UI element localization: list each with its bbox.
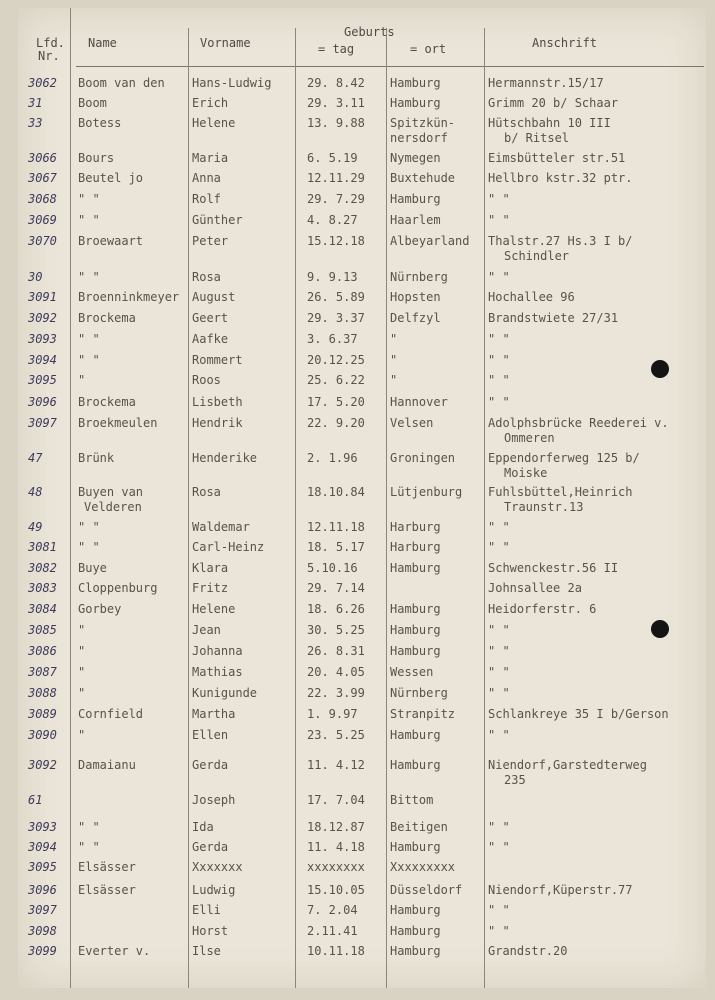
cell-geburtsort: Velsen: [390, 416, 434, 430]
header-name: Name: [88, 36, 117, 50]
cell-anschrift-line2: Moiske: [504, 466, 548, 480]
cell-anschrift: Hochallee 96: [488, 290, 575, 304]
cell-anschrift-line2: Traunstr.13: [504, 500, 584, 514]
cell-vorname: Elli: [192, 903, 221, 917]
table-row: [18, 644, 706, 664]
cell-anschrift-line2: 235: [504, 773, 526, 787]
cell-lfd: 61: [28, 793, 43, 807]
cell-vorname: Roos: [192, 373, 221, 387]
cell-anschrift: Adolphsbrücke Reederei v.: [488, 416, 669, 430]
cell-vorname: Rosa: [192, 485, 221, 499]
cell-name: Boom: [78, 96, 107, 110]
table-row: [18, 395, 706, 415]
cell-lfd: 3070: [28, 234, 57, 248]
cell-lfd: 3066: [28, 151, 57, 165]
cell-vorname: Erich: [192, 96, 229, 110]
cell-name: Botess: [78, 116, 122, 130]
cell-name: ": [78, 728, 86, 742]
cell-vorname: Rommert: [192, 353, 243, 367]
table-row: [18, 192, 706, 212]
cell-anschrift: " ": [488, 903, 510, 917]
cell-geburtsort: Harburg: [390, 520, 441, 534]
cell-lfd: 49: [28, 520, 43, 534]
table-row: [18, 793, 706, 813]
table-row: [18, 332, 706, 352]
cell-anschrift: Schwenckestr.56 II: [488, 561, 619, 575]
cell-geburtsort: Hamburg: [390, 924, 441, 938]
cell-lfd: 3095: [28, 860, 57, 874]
table-row: [18, 561, 706, 581]
cell-vorname: August: [192, 290, 236, 304]
cell-lfd: 3099: [28, 944, 57, 958]
table-row: [18, 623, 706, 643]
cell-geburtsort: Hamburg: [390, 623, 441, 637]
table-row: [18, 840, 706, 860]
cell-geburtstag: 23. 5.25: [307, 728, 365, 742]
table-row: [18, 151, 706, 171]
cell-vorname: Carl-Heinz: [192, 540, 265, 554]
cell-name: " ": [78, 270, 100, 284]
cell-vorname: Waldemar: [192, 520, 250, 534]
table-row: [18, 707, 706, 727]
cell-vorname: Aafke: [192, 332, 229, 346]
cell-geburtsort: ": [390, 373, 398, 387]
cell-name: Elsässer: [78, 883, 136, 897]
cell-geburtsort: Buxtehude: [390, 171, 456, 185]
table-row: [18, 116, 706, 145]
table-row: [18, 485, 706, 514]
cell-anschrift: " ": [488, 840, 510, 854]
cell-lfd: 3096: [28, 395, 57, 409]
cell-anschrift: Grimm 20 b/ Schaar: [488, 96, 619, 110]
cell-geburtstag: 2.11.41: [307, 924, 358, 938]
cell-anschrift: " ": [488, 213, 510, 227]
cell-geburtsort-line2: nersdorf: [390, 131, 448, 145]
cell-name: " ": [78, 840, 100, 854]
cell-vorname: Joseph: [192, 793, 236, 807]
cell-name: Elsässer: [78, 860, 136, 874]
cell-geburtsort: Nymegen: [390, 151, 441, 165]
table-row: [18, 416, 706, 445]
cell-geburtstag: 26. 8.31: [307, 644, 365, 658]
cell-geburtstag: 29. 3.37: [307, 311, 365, 325]
table-row: [18, 728, 706, 748]
cell-geburtstag: 12.11.29: [307, 171, 365, 185]
cell-anschrift: Thalstr.27 Hs.3 I b/: [488, 234, 633, 248]
cell-geburtstag: 18. 5.17: [307, 540, 365, 554]
cell-geburtstag: 18.12.87: [307, 820, 365, 834]
cell-lfd: 3085: [28, 623, 57, 637]
cell-lfd: 3090: [28, 728, 57, 742]
cell-vorname: Helene: [192, 116, 236, 130]
cell-anschrift: " ": [488, 820, 510, 834]
cell-geburtsort: Hamburg: [390, 561, 441, 575]
cell-geburtsort: ": [390, 353, 398, 367]
document-page: [18, 8, 706, 988]
cell-geburtstag: xxxxxxxx: [307, 860, 365, 874]
cell-name: Buye: [78, 561, 107, 575]
table-row: [18, 665, 706, 685]
cell-vorname: Henderike: [192, 451, 258, 465]
cell-geburtsort: Haarlem: [390, 213, 441, 227]
cell-geburtsort: Hamburg: [390, 728, 441, 742]
table-row: [18, 883, 706, 903]
header-geburts: Geburts: [344, 25, 395, 39]
table-body: [18, 8, 706, 988]
cell-name-line2: Velderen: [84, 500, 142, 514]
table-row: [18, 581, 706, 601]
cell-geburtsort: Hamburg: [390, 602, 441, 616]
cell-anschrift: " ": [488, 353, 510, 367]
cell-lfd: 3087: [28, 665, 57, 679]
table-row: [18, 353, 706, 373]
cell-name: ": [78, 373, 86, 387]
cell-anschrift: Johnsallee 2a: [488, 581, 582, 595]
cell-lfd: 3082: [28, 561, 57, 575]
cell-lfd: 3092: [28, 758, 57, 772]
table-row: [18, 373, 706, 393]
table-row: [18, 602, 706, 622]
cell-anschrift: " ": [488, 924, 510, 938]
cell-geburtsort: Albeyarland: [390, 234, 470, 248]
cell-geburtstag: 29. 8.42: [307, 76, 365, 90]
cell-lfd: 3092: [28, 311, 57, 325]
cell-lfd: 3067: [28, 171, 57, 185]
cell-vorname: Horst: [192, 924, 229, 938]
cell-geburtsort: Wessen: [390, 665, 434, 679]
cell-name: Buyen van: [78, 485, 144, 499]
cell-geburtstag: 18.10.84: [307, 485, 365, 499]
cell-geburtstag: 18. 6.26: [307, 602, 365, 616]
cell-geburtstag: 3. 6.37: [307, 332, 358, 346]
cell-lfd: 3098: [28, 924, 57, 938]
cell-name: Cornfield: [78, 707, 144, 721]
cell-lfd: 3095: [28, 373, 57, 387]
cell-anschrift: Hermannstr.15/17: [488, 76, 604, 90]
cell-name: Cloppenburg: [78, 581, 158, 595]
cell-lfd: 31: [28, 96, 43, 110]
cell-vorname: Martha: [192, 707, 236, 721]
table-row: [18, 234, 706, 263]
cell-vorname: Rolf: [192, 192, 221, 206]
cell-anschrift: Schlankreye 35 I b/Gerson: [488, 707, 669, 721]
cell-anschrift: " ": [488, 665, 510, 679]
cell-vorname: Ida: [192, 820, 214, 834]
cell-geburtsort: Hamburg: [390, 944, 441, 958]
cell-lfd: 3093: [28, 820, 57, 834]
cell-geburtsort: Harburg: [390, 540, 441, 554]
cell-name: " ": [78, 332, 100, 346]
cell-geburtsort: Hamburg: [390, 96, 441, 110]
cell-geburtstag: 26. 5.89: [307, 290, 365, 304]
cell-name: ": [78, 665, 86, 679]
cell-name: " ": [78, 540, 100, 554]
cell-vorname: Peter: [192, 234, 229, 248]
table-row: [18, 860, 706, 880]
cell-vorname: Klara: [192, 561, 229, 575]
cell-anschrift: " ": [488, 540, 510, 554]
cell-geburtstag: 9. 9.13: [307, 270, 358, 284]
cell-lfd: 3083: [28, 581, 57, 595]
cell-lfd: 3088: [28, 686, 57, 700]
cell-anschrift: " ": [488, 686, 510, 700]
cell-geburtsort: Hannover: [390, 395, 448, 409]
cell-lfd: 30: [28, 270, 43, 284]
cell-geburtstag: 11. 4.18: [307, 840, 365, 854]
cell-name: Broenninkmeyer: [78, 290, 180, 304]
table-row: [18, 903, 706, 923]
cell-name: Beutel jo: [78, 171, 144, 185]
cell-name: " ": [78, 192, 100, 206]
cell-vorname: Helene: [192, 602, 236, 616]
cell-geburtsort: Nürnberg: [390, 270, 448, 284]
cell-lfd: 3093: [28, 332, 57, 346]
cell-geburtstag: 30. 5.25: [307, 623, 365, 637]
cell-geburtstag: 22. 3.99: [307, 686, 365, 700]
cell-anschrift: " ": [488, 520, 510, 534]
cell-vorname: Hendrik: [192, 416, 243, 430]
cell-name: " ": [78, 820, 100, 834]
cell-geburtsort: Hopsten: [390, 290, 441, 304]
cell-lfd: 3094: [28, 840, 57, 854]
table-row: [18, 76, 706, 96]
cell-lfd: 3089: [28, 707, 57, 721]
cell-geburtsort: Hamburg: [390, 644, 441, 658]
cell-geburtsort: Hamburg: [390, 903, 441, 917]
cell-geburtstag: 10.11.18: [307, 944, 365, 958]
table-row: [18, 290, 706, 310]
cell-name: Bours: [78, 151, 115, 165]
cell-vorname: Xxxxxxx: [192, 860, 243, 874]
cell-anschrift: " ": [488, 270, 510, 284]
punch-hole: [651, 360, 669, 378]
cell-name: Damaianu: [78, 758, 136, 772]
cell-geburtstag: 15.10.05: [307, 883, 365, 897]
cell-vorname: Johanna: [192, 644, 243, 658]
cell-geburtstag: 29. 7.14: [307, 581, 365, 595]
cell-name: Brockema: [78, 311, 136, 325]
cell-geburtsort: Beitigen: [390, 820, 448, 834]
cell-name: " ": [78, 520, 100, 534]
header-ort: = ort: [410, 42, 447, 56]
cell-lfd: 3097: [28, 903, 57, 917]
cell-geburtsort: Xxxxxxxxx: [390, 860, 456, 874]
cell-anschrift: Niendorf,Küperstr.77: [488, 883, 633, 897]
table-row: [18, 213, 706, 233]
cell-lfd: 3097: [28, 416, 57, 430]
cell-lfd: 3096: [28, 883, 57, 897]
cell-geburtstag: 29. 3.11: [307, 96, 365, 110]
cell-anschrift: Eppendorferweg 125 b/: [488, 451, 640, 465]
cell-lfd: 3094: [28, 353, 57, 367]
cell-geburtsort: ": [390, 332, 398, 346]
cell-anschrift-line2: Ommeren: [504, 431, 555, 445]
cell-lfd: 3084: [28, 602, 57, 616]
table-row: [18, 944, 706, 964]
header-nr: Nr.: [38, 49, 60, 63]
cell-name: Brockema: [78, 395, 136, 409]
table-row: [18, 171, 706, 191]
cell-geburtstag: 13. 9.88: [307, 116, 365, 130]
cell-anschrift: Niendorf,Garstedterweg: [488, 758, 647, 772]
cell-lfd: 3086: [28, 644, 57, 658]
cell-name: Broekmeulen: [78, 416, 158, 430]
cell-geburtstag: 15.12.18: [307, 234, 365, 248]
cell-vorname: Ludwig: [192, 883, 236, 897]
cell-name: ": [78, 623, 86, 637]
cell-name: " ": [78, 353, 100, 367]
cell-name: Broewaart: [78, 234, 144, 248]
table-row: [18, 924, 706, 944]
table-row: [18, 820, 706, 840]
cell-anschrift: " ": [488, 395, 510, 409]
cell-anschrift: Hellbro kstr.32 ptr.: [488, 171, 633, 185]
cell-geburtstag: 5.10.16: [307, 561, 358, 575]
cell-lfd: 47: [28, 451, 43, 465]
cell-anschrift: " ": [488, 728, 510, 742]
cell-anschrift: Heidorferstr. 6: [488, 602, 597, 616]
cell-geburtstag: 6. 5.19: [307, 151, 358, 165]
cell-geburtstag: 29. 7.29: [307, 192, 365, 206]
cell-geburtsort: Hamburg: [390, 76, 441, 90]
cell-geburtstag: 1. 9.97: [307, 707, 358, 721]
cell-vorname: Ellen: [192, 728, 229, 742]
cell-geburtstag: 20.12.25: [307, 353, 365, 367]
cell-name: Boom van den: [78, 76, 165, 90]
cell-geburtsort: Stranpitz: [390, 707, 456, 721]
cell-anschrift-line2: b/ Ritsel: [504, 131, 570, 145]
cell-vorname: Gerda: [192, 758, 229, 772]
cell-geburtsort: Lütjenburg: [390, 485, 463, 499]
cell-lfd: 33: [28, 116, 43, 130]
cell-lfd: 48: [28, 485, 43, 499]
table-row: [18, 96, 706, 116]
header-vorname: Vorname: [200, 36, 251, 50]
header-lfd: Lfd.: [36, 36, 65, 50]
cell-lfd: 3091: [28, 290, 57, 304]
cell-geburtsort: Nürnberg: [390, 686, 448, 700]
cell-geburtstag: 17. 5.20: [307, 395, 365, 409]
cell-vorname: Anna: [192, 171, 221, 185]
cell-geburtsort: Spitzkün-: [390, 116, 456, 130]
cell-anschrift: Eimsbütteler str.51: [488, 151, 626, 165]
cell-geburtsort: Hamburg: [390, 840, 441, 854]
cell-vorname: Gerda: [192, 840, 229, 854]
cell-geburtsort: Bittom: [390, 793, 434, 807]
cell-lfd: 3068: [28, 192, 57, 206]
cell-geburtstag: 17. 7.04: [307, 793, 365, 807]
cell-name: " ": [78, 213, 100, 227]
cell-geburtsort: Hamburg: [390, 758, 441, 772]
cell-geburtstag: 4. 8.27: [307, 213, 358, 227]
cell-geburtsort: Hamburg: [390, 192, 441, 206]
header-tag: = tag: [318, 42, 355, 56]
punch-hole: [651, 620, 669, 638]
cell-anschrift: " ": [488, 332, 510, 346]
cell-vorname: Günther: [192, 213, 243, 227]
cell-vorname: Lisbeth: [192, 395, 243, 409]
cell-geburtsort: Delfzyl: [390, 311, 441, 325]
cell-vorname: Hans-Ludwig: [192, 76, 272, 90]
cell-geburtstag: 2. 1.96: [307, 451, 358, 465]
cell-vorname: Fritz: [192, 581, 229, 595]
cell-geburtstag: 11. 4.12: [307, 758, 365, 772]
table-row: [18, 520, 706, 540]
cell-anschrift-line2: Schindler: [504, 249, 570, 263]
table-row: [18, 540, 706, 560]
cell-geburtstag: 22. 9.20: [307, 416, 365, 430]
table-row: [18, 451, 706, 480]
cell-vorname: Maria: [192, 151, 229, 165]
table-row: [18, 311, 706, 331]
table-row: [18, 686, 706, 706]
cell-anschrift: Brandstwiete 27/31: [488, 311, 619, 325]
cell-vorname: Jean: [192, 623, 221, 637]
cell-lfd: 3062: [28, 76, 57, 90]
cell-vorname: Rosa: [192, 270, 221, 284]
cell-lfd: 3081: [28, 540, 57, 554]
cell-geburtstag: 20. 4.05: [307, 665, 365, 679]
cell-vorname: Mathias: [192, 665, 243, 679]
cell-geburtsort: Groningen: [390, 451, 456, 465]
cell-name: ": [78, 686, 86, 700]
cell-anschrift: Fuhlsbüttel,Heinrich: [488, 485, 633, 499]
cell-anschrift: " ": [488, 623, 510, 637]
table-row: [18, 758, 706, 787]
cell-geburtstag: 12.11.18: [307, 520, 365, 534]
cell-anschrift: " ": [488, 644, 510, 658]
cell-anschrift: Grandstr.20: [488, 944, 568, 958]
cell-vorname: Kunigunde: [192, 686, 258, 700]
cell-geburtsort: Düsseldorf: [390, 883, 463, 897]
cell-name: ": [78, 644, 86, 658]
cell-vorname: Geert: [192, 311, 229, 325]
cell-anschrift: " ": [488, 373, 510, 387]
cell-geburtstag: 7. 2.04: [307, 903, 358, 917]
cell-name: Everter v.: [78, 944, 151, 958]
cell-anschrift: Hütschbahn 10 III: [488, 116, 611, 130]
table-row: [18, 270, 706, 290]
cell-geburtstag: 25. 6.22: [307, 373, 365, 387]
header-anschrift: Anschrift: [532, 36, 598, 50]
cell-name: Gorbey: [78, 602, 122, 616]
cell-anschrift: " ": [488, 192, 510, 206]
cell-lfd: 3069: [28, 213, 57, 227]
cell-name: Brünk: [78, 451, 115, 465]
cell-vorname: Ilse: [192, 944, 221, 958]
